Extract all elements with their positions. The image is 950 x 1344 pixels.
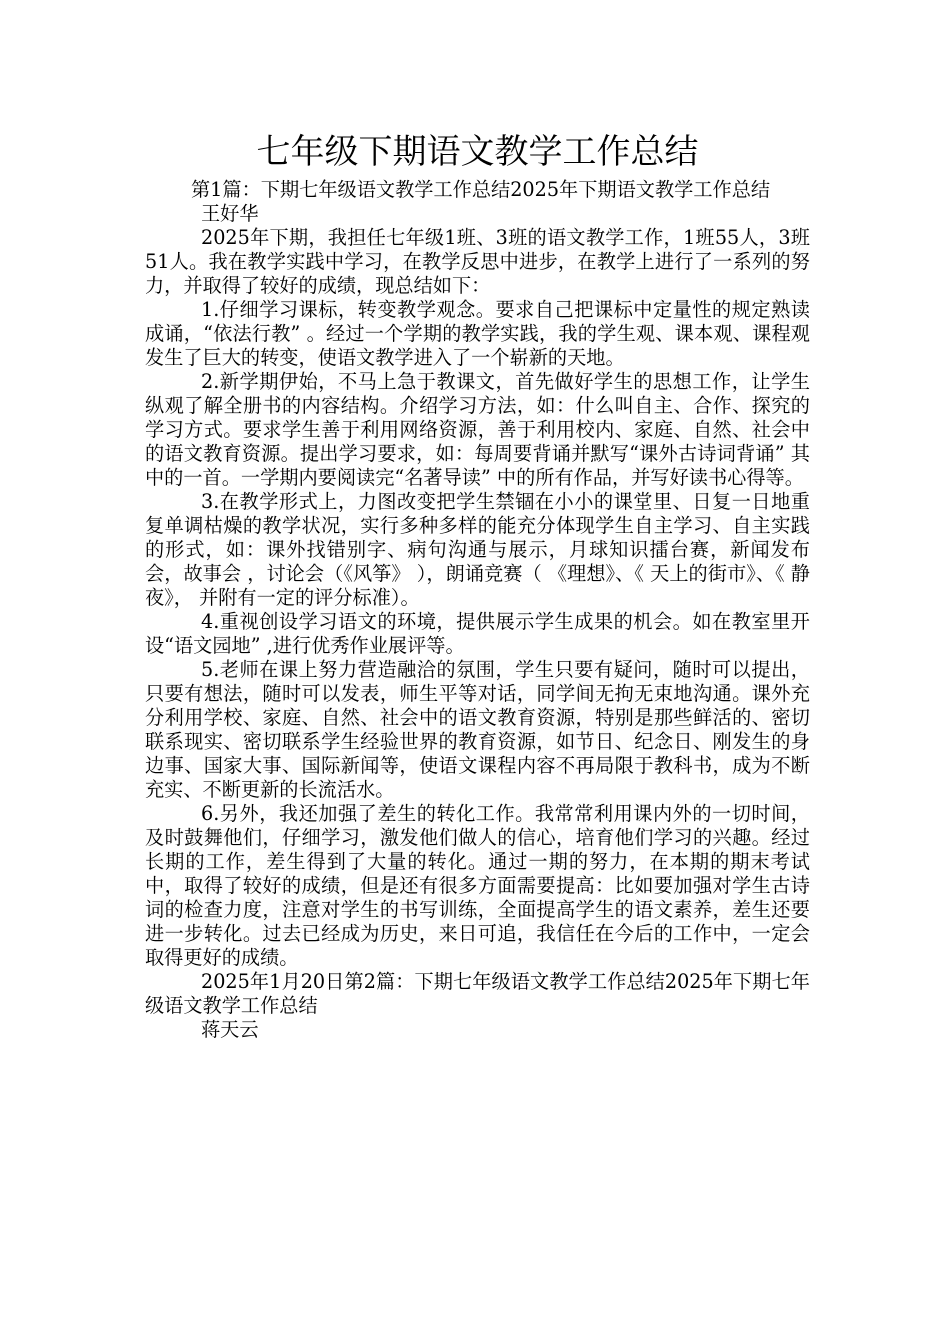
document-title: 七年级下期语文教学工作总结 <box>256 132 699 172</box>
document-page <box>145 128 810 1042</box>
point-5-paragraph: 5.老师在课上努力营造融洽的氛围，学生只要有疑问，随时可以提出，只要有想法，随时可以发表，师生平等对话，同学间无拘无束地沟通。课外充分利用学校、家庭、自然、社会中的语文教育资源，特别是那些鲜活的、密切联系现实、密切联系学生经验世界的教育资源，如节日、纪念日、刚发生的身边事、国家大事、国际新闻等，使语文课程内容不再局限于教科书，成为不断充实、不断更新的长流活水。 <box>145 658 810 801</box>
point-3-paragraph: 3.在教学形式上，力图改变把学生禁锢在小小的课堂里、日复一日地重复单调枯燥的教学状况，实行多种多样的能充分体现学生自主学习、自主实践的形式，如：课外找错别字、病句沟通与展示，月球知识擂台赛，新闻发布会，故事会 ，讨论会（《风筝》 ），朗诵竞赛（ 《理想》、《 天上的街市》、《 静夜》， 并附有一定的评分标准）。 <box>145 490 810 609</box>
point-6-paragraph: 6.另外，我还加强了差生的转化工作。我常常利用课内外的一切时间，及时鼓舞他们，仔细学习，激发他们做人的信心，培育他们学习的兴趣。经过长期的工作，差生得到了大量的转化。通过一期的努力，在本期的期末考试中，取得了较好的成绩，但是还有很多方面需要提高：比如要加强对学生古诗词的检查力度，注意对学生的书写训练，全面提高学生的语文素养，差生还要进一步转化。过去已经成为历史，来日可追，我信任在今后的工作中，一定会取得更好的成绩。 <box>145 802 810 969</box>
point-4-paragraph: 4.重视创设学习语文的环境，提供展示学生成果的机会。如在教室里开设“语文园地” ,进行优秀作业展评等。 <box>145 610 810 657</box>
author-name-2: 蒋天云 <box>201 1018 259 1041</box>
section-heading-1: 第1篇：下期七年级语文教学工作总结2025年下期语文教学工作总结 <box>191 178 771 201</box>
section-heading-2: 2025年1月20日第2篇：下期七年级语文教学工作总结2025年下期七年级语文教学工作总结 <box>145 970 810 1017</box>
point-1-paragraph: 1.仔细学习课标，转变教学观念。要求自己把课标中定量性的规定熟读成诵，“依法行教” 。经过一个学期的教学实践，我的学生观、课本观、课程观发生了巨大的转变，使语文教学进入了一个崭新的天地。 <box>145 298 810 369</box>
intro-paragraph: 2025年下期，我担任七年级1班、3班的语文教学工作，1班55人，3班51人。我在教学实践中学习，在教学反思中进步，在教学上进行了一系列的努力，并取得了较好的成绩，现总结如下： <box>145 226 810 297</box>
author-name-1: 王好华 <box>201 202 259 225</box>
point-2-paragraph: 2.新学期伊始，不马上急于教课文，首先做好学生的思想工作，让学生纵观了解全册书的内容结构。介绍学习方法，如：什么叫自主、合作、探究的学习方式。要求学生善于利用网络资源，善于利用校内、家庭、自然、社会中的语文教育资源。提出学习要求，如：每周要背诵并默写“课外古诗词背诵” 其中的一首。一学期内要阅读完“名著导读” 中的所有作品，并写好读书心得等。 <box>145 370 810 489</box>
